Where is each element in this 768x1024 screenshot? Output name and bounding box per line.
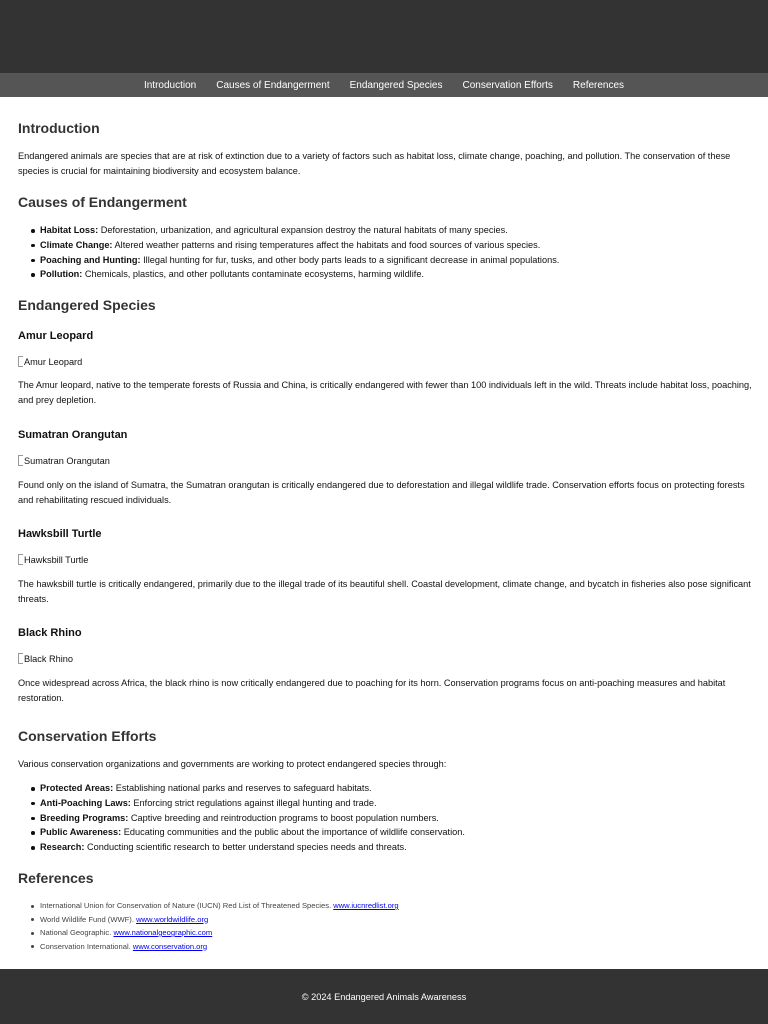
reference-link[interactable]: www.nationalgeographic.com [113, 928, 213, 937]
list-item: International Union for Conservation of Nature (IUCN) Red List of Threatened Species. www.iucnredlist.org [30, 899, 399, 913]
list-item: Breeding Programs: Captive breeding and reintroduction programs to boost population numbers. [30, 811, 465, 826]
list-item: Conservation International. www.conservation.org [30, 940, 399, 954]
species-image: Amur Leopard [18, 356, 82, 367]
list-item: Anti-Poaching Laws: Enforcing strict regulations against illegal hunting and trade. [30, 796, 465, 811]
broken-image-icon [18, 554, 23, 565]
species-description: The hawksbill turtle is critically endangered, primarily due to the illegal trade of its beautiful shell. Coastal development, climate change, and bycatch in fisheries also pose significant threats. [18, 579, 751, 604]
species-name: Sumatran Orangutan [18, 429, 128, 441]
broken-image-icon [18, 356, 23, 367]
nav-species[interactable]: Endangered Species [349, 79, 443, 91]
species-description: Once widespread across Africa, the black rhino is now critically endangered due to poaching for its horn. Conservation programs focus on anti-poaching measures and habitat restoration. [18, 678, 726, 703]
nav-introduction[interactable]: Introduction [143, 79, 197, 91]
list-item: Poaching and Hunting: Illegal hunting for fur, tusks, and other body parts leads to a significant decrease in animal populations. [30, 253, 559, 268]
nav-conservation[interactable]: Conservation Efforts [462, 79, 553, 91]
conservation-heading: Conservation Efforts [18, 728, 157, 744]
list-item: Research: Conducting scientific research to better understand species needs and threats. [30, 840, 465, 855]
main-nav [0, 73, 768, 97]
broken-image-icon [18, 653, 23, 664]
causes-heading: Causes of Endangerment [18, 194, 187, 210]
list-item: Climate Change: Altered weather patterns and rising temperatures affect the habitats and food sources of various species. [30, 238, 559, 253]
footer-text: © 2024 Endangered Animals Awareness [301, 991, 467, 1002]
nav-causes[interactable]: Causes of Endangerment [216, 79, 330, 91]
broken-image-icon [18, 455, 23, 466]
species-description: The Amur leopard, native to the temperate forests of Russia and China, is critically endangered with fewer than 100 individuals left in the wild. Threats include habitat loss, poaching, and prey depletion. [18, 380, 752, 405]
species-name: Hawksbill Turtle [18, 528, 102, 540]
reference-link[interactable]: www.worldwildlife.org [136, 914, 209, 924]
species-name: Amur Leopard [18, 330, 94, 342]
list-item: Pollution: Chemicals, plastics, and other pollutants contaminate ecosystems, harming wildlife. [30, 267, 559, 282]
list-item: Public Awareness: Educating communities and the public about the importance of wildlife conservation. [30, 825, 465, 840]
species-image: Black Rhino [18, 653, 73, 664]
conservation-intro: Various conservation organizations and governments are working to protect endangered species through: [18, 759, 447, 769]
references-heading: References [18, 870, 94, 886]
references-list [30, 899, 399, 953]
list-item: Habitat Loss: Deforestation, urbanization, and agricultural expansion destroy the natural habitats of many species. [30, 223, 559, 238]
reference-link[interactable]: www.iucnredlist.org [333, 901, 399, 910]
species-image: Sumatran Orangutan [18, 455, 110, 466]
list-item: National Geographic. www.nationalgeographic.com [30, 926, 399, 940]
species-name: Black Rhino [18, 627, 82, 639]
nav-references[interactable]: References [572, 79, 625, 91]
list-item: Protected Areas: Establishing national parks and reserves to safeguard habitats. [30, 781, 465, 796]
species-image: Hawksbill Turtle [18, 554, 88, 565]
causes-list [30, 223, 559, 282]
intro-text: Endangered animals are species that are at risk of extinction due to a variety of factors such as habitat loss, climate change, poaching, and pollution. The conservation of these species is crucial for maintaining biodiversity and ecosystem balance. [18, 151, 731, 176]
site-header [0, 0, 768, 73]
conservation-list [30, 781, 465, 855]
intro-heading: Introduction [18, 120, 100, 136]
species-heading: Endangered Species [18, 297, 156, 313]
species-description: Found only on the island of Sumatra, the Sumatran orangutan is critically endangered due to deforestation and illegal wildlife trade. Conservation efforts focus on protecting forests and rehabilitating rescued individuals. [18, 480, 745, 505]
site-footer [0, 969, 768, 1024]
list-item: World Wildlife Fund (WWF). www.worldwildlife.org [30, 913, 399, 927]
reference-link[interactable]: www.conservation.org [132, 941, 208, 951]
